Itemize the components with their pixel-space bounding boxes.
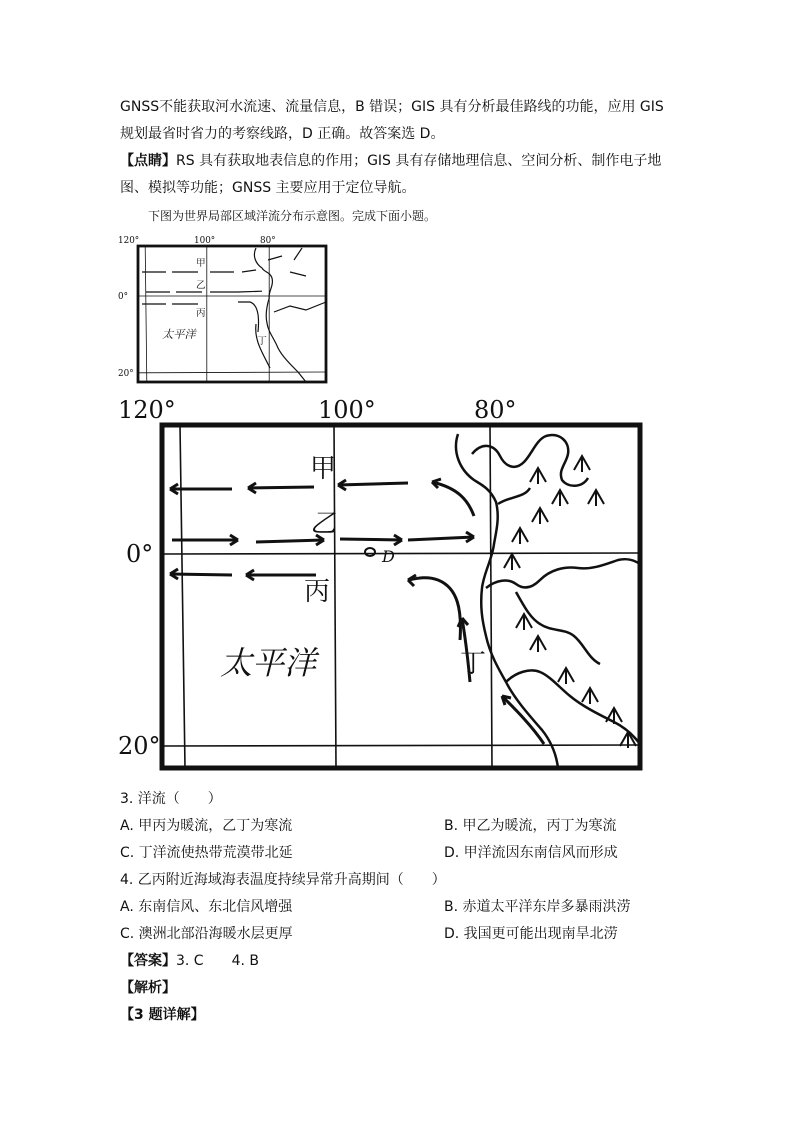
svg-text:100°: 100°: [194, 236, 216, 247]
lon-label-100: 100°: [318, 396, 376, 424]
svg-text:120°: 120°: [118, 236, 140, 247]
svg-text:甲: 甲: [196, 258, 206, 269]
mountain-symbols: [504, 456, 636, 748]
lat-label-0: 0°: [126, 540, 154, 568]
svg-text:太平洋: 太平洋: [162, 328, 196, 341]
map-frame: [162, 425, 640, 768]
q3-detail-heading: 【3 题详解】: [120, 1007, 205, 1023]
ocean-current-map-small: [118, 232, 334, 386]
analysis-heading: 【解析】: [120, 980, 176, 996]
tip-label: 【点睛】: [120, 153, 176, 169]
q4-option-d[interactable]: D. 我国更可能出现南旱北涝: [444, 926, 618, 942]
svg-text:80°: 80°: [260, 236, 276, 247]
q4-option-b[interactable]: B. 赤道太平洋东岸多暴雨洪涝: [444, 899, 631, 915]
svg-text:丙: 丙: [196, 308, 206, 319]
svg-text:0°: 0°: [118, 292, 128, 303]
svg-text:丁: 丁: [257, 336, 267, 347]
lon-label-120: 120°: [118, 396, 176, 424]
current-label-bing: 丙: [304, 577, 331, 607]
q3-stem: 3. 洋流（ ）: [120, 791, 222, 807]
current-label-jia: 甲: [310, 454, 337, 484]
answer-line: [120, 951, 259, 971]
figure-caption: 下图为世界局部区域洋流分布示意图。完成下面小题。: [148, 209, 437, 223]
q4-option-c[interactable]: C. 澳洲北部沿海暖水层更厚: [120, 926, 293, 942]
map-small-content: [118, 236, 326, 382]
coastline: [456, 434, 640, 768]
ocean-label: 太平洋: [220, 644, 317, 682]
svg-text:乙: 乙: [196, 280, 206, 291]
paragraph-line-3: [120, 151, 661, 171]
lon-label-80: 80°: [474, 396, 517, 424]
q4-stem: 4. 乙丙附近海域海表温度持续异常升高期间（ ）: [120, 872, 446, 888]
paragraph-line-2: 规划最省时省力的考察线路，D 正确。故答案选 D。: [120, 126, 445, 142]
q4-option-a[interactable]: A. 东南信风、东北信风增强: [120, 899, 293, 915]
answer-label: 【答案】: [120, 953, 176, 969]
current-label-yi: 乙: [310, 509, 337, 539]
q3-option-d[interactable]: D. 甲洋流因东南信风而形成: [444, 845, 618, 861]
q3-option-c[interactable]: C. 丁洋流使热带荒漠带北延: [120, 845, 293, 861]
current-arrows: [170, 479, 544, 744]
islands-mark: [365, 547, 395, 566]
q3-option-a[interactable]: A. 甲丙为暖流，乙丁为寒流: [120, 818, 293, 834]
current-label-ding: 丁: [460, 649, 487, 679]
lat-label-20: 20°: [118, 732, 161, 760]
q3-option-b[interactable]: B. 甲乙为暖流，丙丁为寒流: [444, 818, 617, 834]
svg-text:20°: 20°: [118, 369, 134, 379]
ocean-current-map: [112, 392, 652, 777]
island-label: D: [382, 547, 395, 566]
paragraph-line-1: GNSS不能获取河水流速、流量信息，B 错误；GIS 具有分析最佳路线的功能，应用 GIS: [120, 99, 664, 115]
tip-text: RS 具有获取地表信息的作用；GIS 具有存储地理信息、空间分析、制作电子地: [176, 153, 662, 169]
paragraph-line-4: 图、模拟等功能；GNSS 主要应用于定位导航。: [120, 180, 416, 196]
answer-value: 3. C 4. B: [176, 953, 259, 969]
